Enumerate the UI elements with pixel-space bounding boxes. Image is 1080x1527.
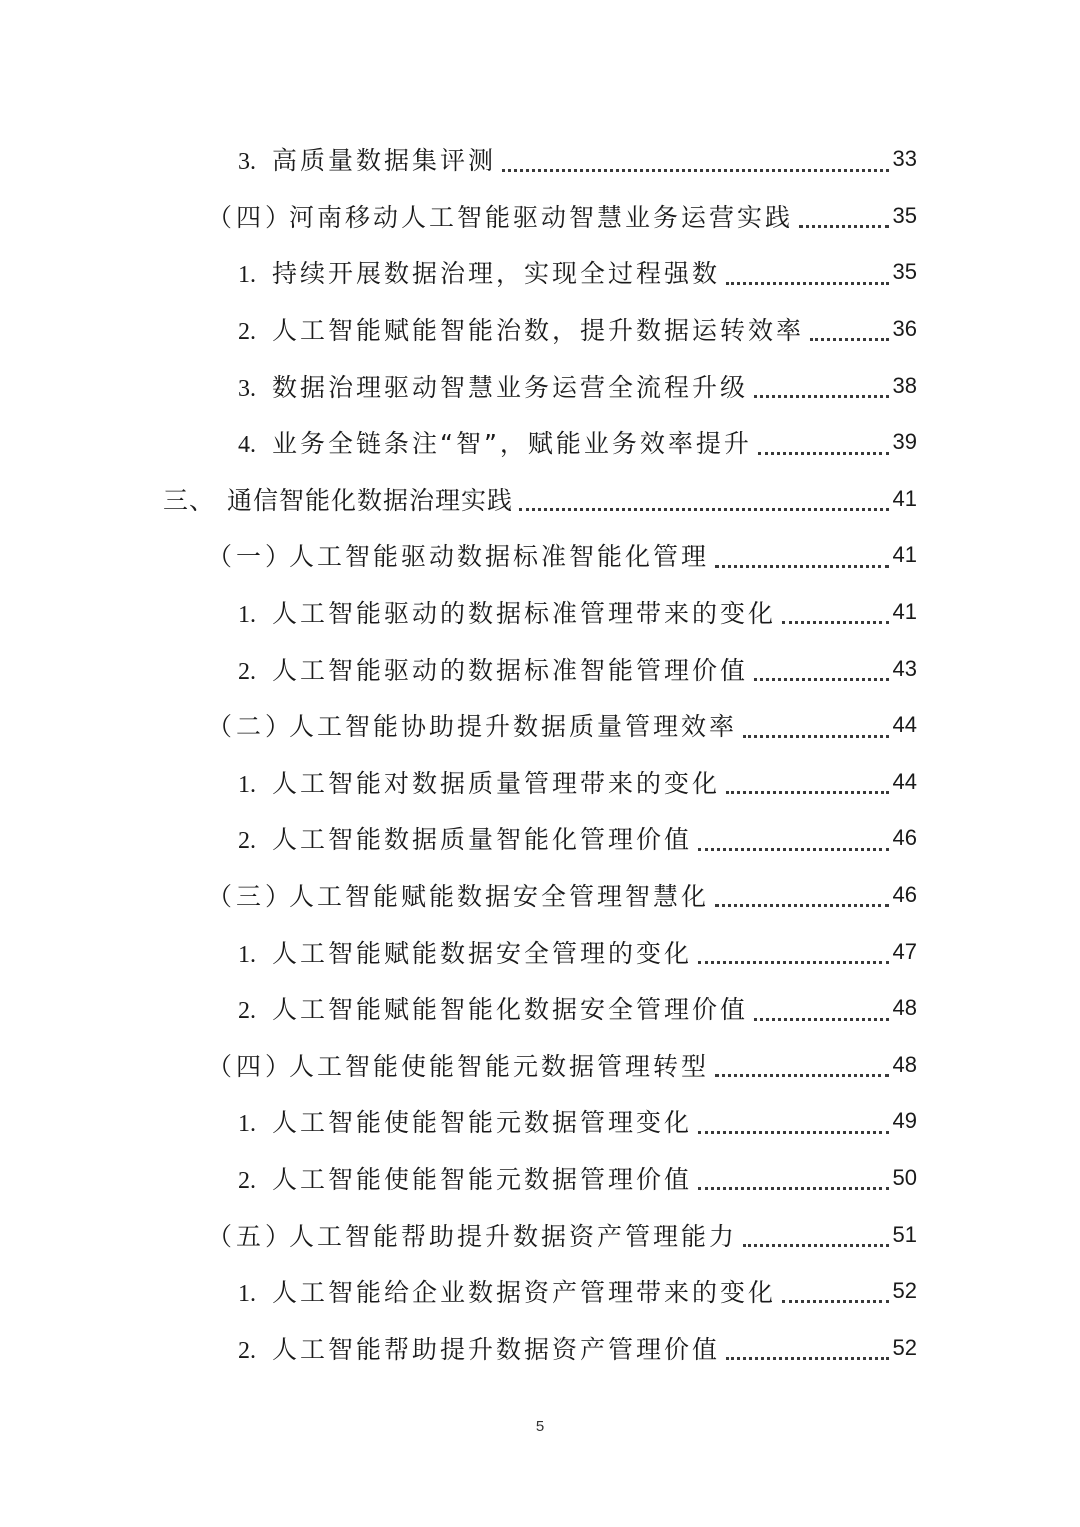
toc-entry-label [207, 1217, 737, 1253]
toc-entry[interactable] [0, 1150, 917, 1207]
toc-entry-page: 50 [892, 1164, 917, 1190]
toc-entry-title: 人工智能使能智能元数据管理价值 [272, 1164, 693, 1194]
toc-entry-title: 人工智能驱动的数据标准智能管理价值 [272, 655, 749, 685]
toc-entry-page: 46 [892, 882, 917, 908]
toc-entry-title: 人工智能协助提升数据质量管理效率 [289, 712, 738, 742]
toc-entry-label [207, 1047, 709, 1083]
toc-entry-label [207, 537, 709, 573]
table-of-contents [0, 131, 1080, 1376]
toc-entry-title: 人工智能赋能数据安全管理的变化 [272, 938, 693, 968]
toc-dot-leader [754, 678, 889, 681]
toc-dot-leader [726, 282, 889, 285]
toc-entry-page: 36 [892, 316, 917, 342]
toc-entry[interactable] [0, 867, 917, 924]
toc-entry[interactable] [0, 1206, 917, 1263]
toc-entry[interactable] [0, 923, 917, 980]
toc-entry-page: 39 [892, 429, 917, 455]
toc-entry-title: 通信智能化数据治理实践 [227, 485, 514, 515]
toc-dot-leader [782, 621, 889, 624]
toc-entry-label [238, 1273, 776, 1309]
toc-entry-label [238, 934, 692, 970]
toc-entry[interactable] [0, 754, 917, 811]
toc-entry-page: 41 [892, 542, 917, 568]
toc-entry-title: 人工智能使能智能元数据管理转型 [289, 1051, 710, 1081]
toc-entry-page: 48 [892, 995, 917, 1021]
toc-entry-label [238, 764, 720, 800]
toc-entry-number: 三、 [163, 485, 216, 515]
toc-entry-number: （三） [207, 882, 295, 912]
toc-entry-label [238, 368, 748, 404]
toc-dot-leader [810, 338, 889, 341]
page-number: 5 [535, 1418, 545, 1435]
toc-entry-label [238, 1160, 692, 1196]
toc-entry-number: 2. [238, 658, 256, 685]
toc-entry[interactable] [0, 131, 917, 188]
toc-entry-title: 人工智能帮助提升数据资产管理价值 [272, 1334, 721, 1364]
toc-entry[interactable] [0, 1037, 917, 1094]
toc-dot-leader [502, 169, 889, 172]
toc-entry-number: 1. [238, 602, 256, 629]
toc-entry-page: 52 [892, 1334, 917, 1360]
toc-entry[interactable] [0, 697, 917, 754]
toc-entry-title: 人工智能给企业数据资产管理带来的变化 [272, 1278, 777, 1308]
toc-dot-leader [715, 1074, 889, 1077]
toc-entry-page: 49 [892, 1108, 917, 1134]
toc-entry-label [238, 594, 776, 630]
toc-entry-page: 44 [892, 768, 917, 794]
toc-entry-title: 人工智能赋能智能治数，提升数据运转效率 [272, 316, 805, 346]
toc-entry-title: 人工智能驱动数据标准智能化管理 [289, 542, 710, 572]
toc-entry-number: 2. [238, 998, 256, 1025]
toc-dot-leader [715, 904, 889, 907]
toc-entry-label [238, 1330, 720, 1366]
toc-entry-label [238, 254, 720, 290]
toc-dot-leader [519, 508, 889, 511]
toc-entry-page: 47 [892, 938, 917, 964]
toc-entry-number: 2. [238, 319, 256, 346]
toc-entry[interactable] [0, 1093, 917, 1150]
toc-entry-title: 人工智能使能智能元数据管理变化 [272, 1108, 693, 1138]
toc-entry-number: （四） [207, 1051, 295, 1081]
toc-entry-label [238, 990, 748, 1026]
toc-dot-leader [754, 395, 889, 398]
toc-entry-title: 人工智能数据质量智能化管理价值 [272, 825, 693, 855]
toc-entry-page: 51 [892, 1221, 917, 1247]
toc-dot-leader [754, 1018, 889, 1021]
toc-dot-leader [758, 452, 889, 455]
toc-entry-page: 46 [892, 825, 917, 851]
toc-entry-number: 2. [238, 1337, 256, 1364]
toc-entry-label [163, 481, 513, 517]
toc-entry[interactable] [0, 640, 917, 697]
toc-entry[interactable] [0, 980, 917, 1037]
toc-dot-leader [698, 1187, 889, 1190]
toc-dot-leader [698, 961, 889, 964]
toc-entry-page: 41 [892, 599, 917, 625]
toc-entry[interactable] [0, 414, 917, 471]
toc-entry-title: 人工智能驱动的数据标准管理带来的变化 [272, 599, 777, 629]
toc-entry[interactable] [0, 301, 917, 358]
toc-entry-label [207, 198, 793, 234]
toc-entry-label [207, 877, 709, 913]
toc-entry-number: 3. [238, 375, 256, 402]
toc-dot-leader [726, 1357, 889, 1360]
toc-entry-number: （五） [207, 1221, 295, 1251]
toc-entry-title: 业务全链条注“智”，赋能业务效率提升 [272, 429, 752, 459]
toc-entry-page: 35 [892, 202, 917, 228]
toc-entry-title: 人工智能帮助提升数据资产管理能力 [289, 1221, 738, 1251]
toc-entry[interactable] [0, 357, 917, 414]
toc-dot-leader [698, 1131, 889, 1134]
toc-entry-label [238, 311, 804, 347]
toc-entry-number: 1. [238, 941, 256, 968]
toc-entry-page: 38 [892, 372, 917, 398]
toc-entry-number: 2. [238, 1167, 256, 1194]
toc-entry-number: （四） [207, 202, 295, 232]
toc-entry-label [238, 141, 496, 177]
toc-dot-leader [782, 1300, 889, 1303]
toc-entry[interactable] [0, 471, 917, 528]
toc-entry-number: 2. [238, 828, 256, 855]
toc-entry-page: 35 [892, 259, 917, 285]
toc-entry-title: 高质量数据集评测 [272, 146, 497, 176]
toc-entry-number: 1. [238, 262, 256, 289]
toc-entry-page: 44 [892, 712, 917, 738]
toc-entry-page: 48 [892, 1051, 917, 1077]
toc-dot-leader [715, 565, 889, 568]
toc-dot-leader [698, 848, 889, 851]
toc-entry-number: 4. [238, 432, 256, 459]
toc-entry-number: 1. [238, 1111, 256, 1138]
toc-entry[interactable] [0, 1319, 917, 1376]
toc-entry-title: 人工智能对数据质量管理带来的变化 [272, 768, 721, 798]
toc-entry-title: 人工智能赋能智能化数据安全管理价值 [272, 995, 749, 1025]
toc-entry-label [238, 1103, 692, 1139]
toc-entry-number: （一） [207, 542, 295, 572]
toc-entry-title: 数据治理驱动智慧业务运营全流程升级 [272, 372, 749, 402]
toc-entry-page: 43 [892, 655, 917, 681]
toc-entry[interactable] [0, 188, 917, 245]
toc-entry-label [238, 424, 752, 460]
toc-entry[interactable] [0, 527, 917, 584]
toc-entry-title: 河南移动人工智能驱动智慧业务运营实践 [289, 202, 794, 232]
toc-entry[interactable] [0, 584, 917, 641]
toc-entry[interactable] [0, 810, 917, 867]
toc-entry-number: （二） [207, 712, 295, 742]
toc-dot-leader [799, 225, 889, 228]
toc-dot-leader [743, 735, 889, 738]
toc-entry-label [207, 707, 737, 743]
toc-entry-number: 1. [238, 1281, 256, 1308]
toc-entry-title: 持续开展数据治理，实现全过程强数 [272, 259, 721, 289]
toc-entry[interactable] [0, 1263, 917, 1320]
toc-entry-title: 人工智能赋能数据安全管理智慧化 [289, 882, 710, 912]
toc-entry-page: 41 [892, 485, 917, 511]
toc-entry-number: 1. [238, 771, 256, 798]
toc-entry-label [238, 820, 692, 856]
toc-entry-page: 33 [892, 146, 917, 172]
toc-entry-number: 3. [238, 149, 256, 176]
toc-entry-page: 52 [892, 1278, 917, 1304]
toc-entry-label [238, 651, 748, 687]
toc-entry[interactable] [0, 244, 917, 301]
toc-dot-leader [743, 1244, 889, 1247]
toc-dot-leader [726, 791, 889, 794]
